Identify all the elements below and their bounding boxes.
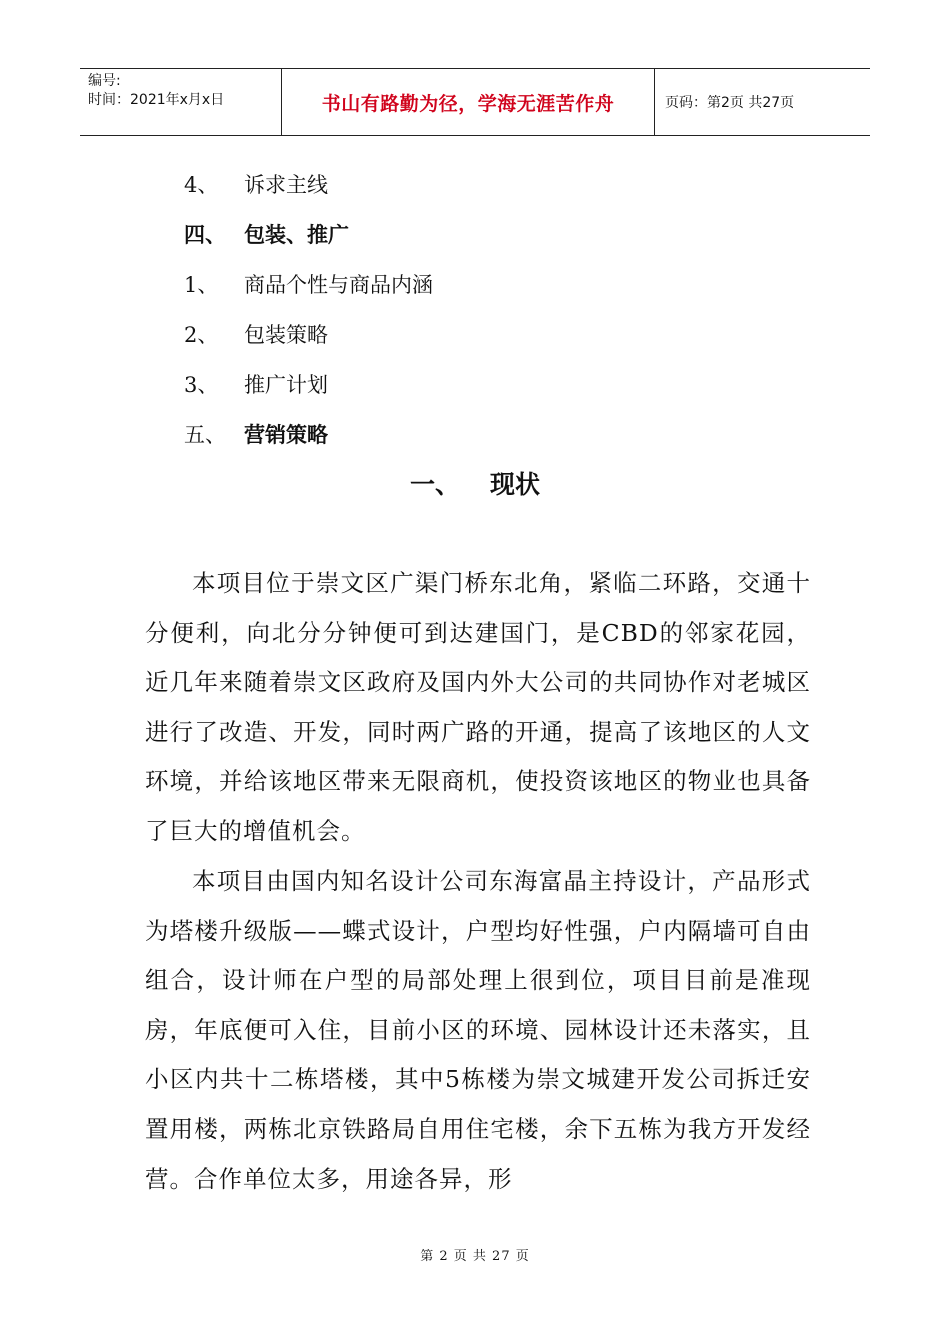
document-header	[80, 68, 870, 136]
outline-item	[184, 170, 328, 200]
header-page-info: 页码：第2页 共27页	[665, 95, 795, 111]
outline-text: 推广计划	[244, 373, 328, 397]
outline-item	[184, 220, 349, 250]
outline-item	[184, 370, 328, 400]
page-footer: 第 2 页 共 27 页	[420, 1249, 530, 1264]
section-number: 一、	[409, 470, 460, 499]
outline-item	[184, 420, 328, 450]
outline-number: 五、	[184, 423, 226, 447]
header-motto: 书山有路勤为径，学海无涯苦作舟	[282, 69, 655, 135]
section-heading: 现状	[490, 470, 541, 499]
outline-number: 2、	[184, 323, 219, 347]
outline-number: 1、	[184, 273, 219, 297]
outline-item	[184, 270, 433, 300]
outline-number: 四、	[184, 223, 226, 247]
outline-number: 4、	[184, 173, 219, 197]
outline-number: 3、	[184, 373, 219, 397]
outline-item	[184, 320, 328, 350]
body-paragraph: 本项目位于崇文区广渠门桥东北角，紧临二环路，交通十分便利，向北分分钟便可到达建国门，是CBD的邻家花园，近几年来随着崇文区政府及国内外大公司的共同协作对老城区进行了改造、开发，同时两广路的开通，提高了该地区的人文环境，并给该地区带来无限商机，使投资该地区的物业也具备了巨大的增值机会。	[145, 569, 811, 845]
outline-text: 营销策略	[244, 423, 328, 447]
header-meta-cell	[80, 69, 282, 135]
outline-text: 包装策略	[244, 323, 328, 347]
outline-text: 商品个性与商品内涵	[244, 273, 433, 297]
outline-text: 包装、推广	[244, 223, 349, 247]
section-title	[0, 468, 950, 502]
outline-text: 诉求主线	[244, 173, 328, 197]
time-label: 时间：2021年x月x日	[88, 92, 225, 108]
body-paragraph: 本项目由国内知名设计公司东海富晶主持设计，产品形式为塔楼升级版——蝶式设计，户型均好性强，户内隔墙可自由组合，设计师在户型的局部处理上很到位，项目目前是准现房，年底便可入住，目前小区的环境、园林设计还未落实，且小区内共十二栋塔楼，其中5栋楼为崇文城建开发公司拆迁安置用楼，两栋北京铁路局自用住宅楼，余下五栋为我方开发经营。合作单位太多，用途各异，形	[145, 867, 811, 1193]
number-label: 编号:	[88, 73, 121, 89]
